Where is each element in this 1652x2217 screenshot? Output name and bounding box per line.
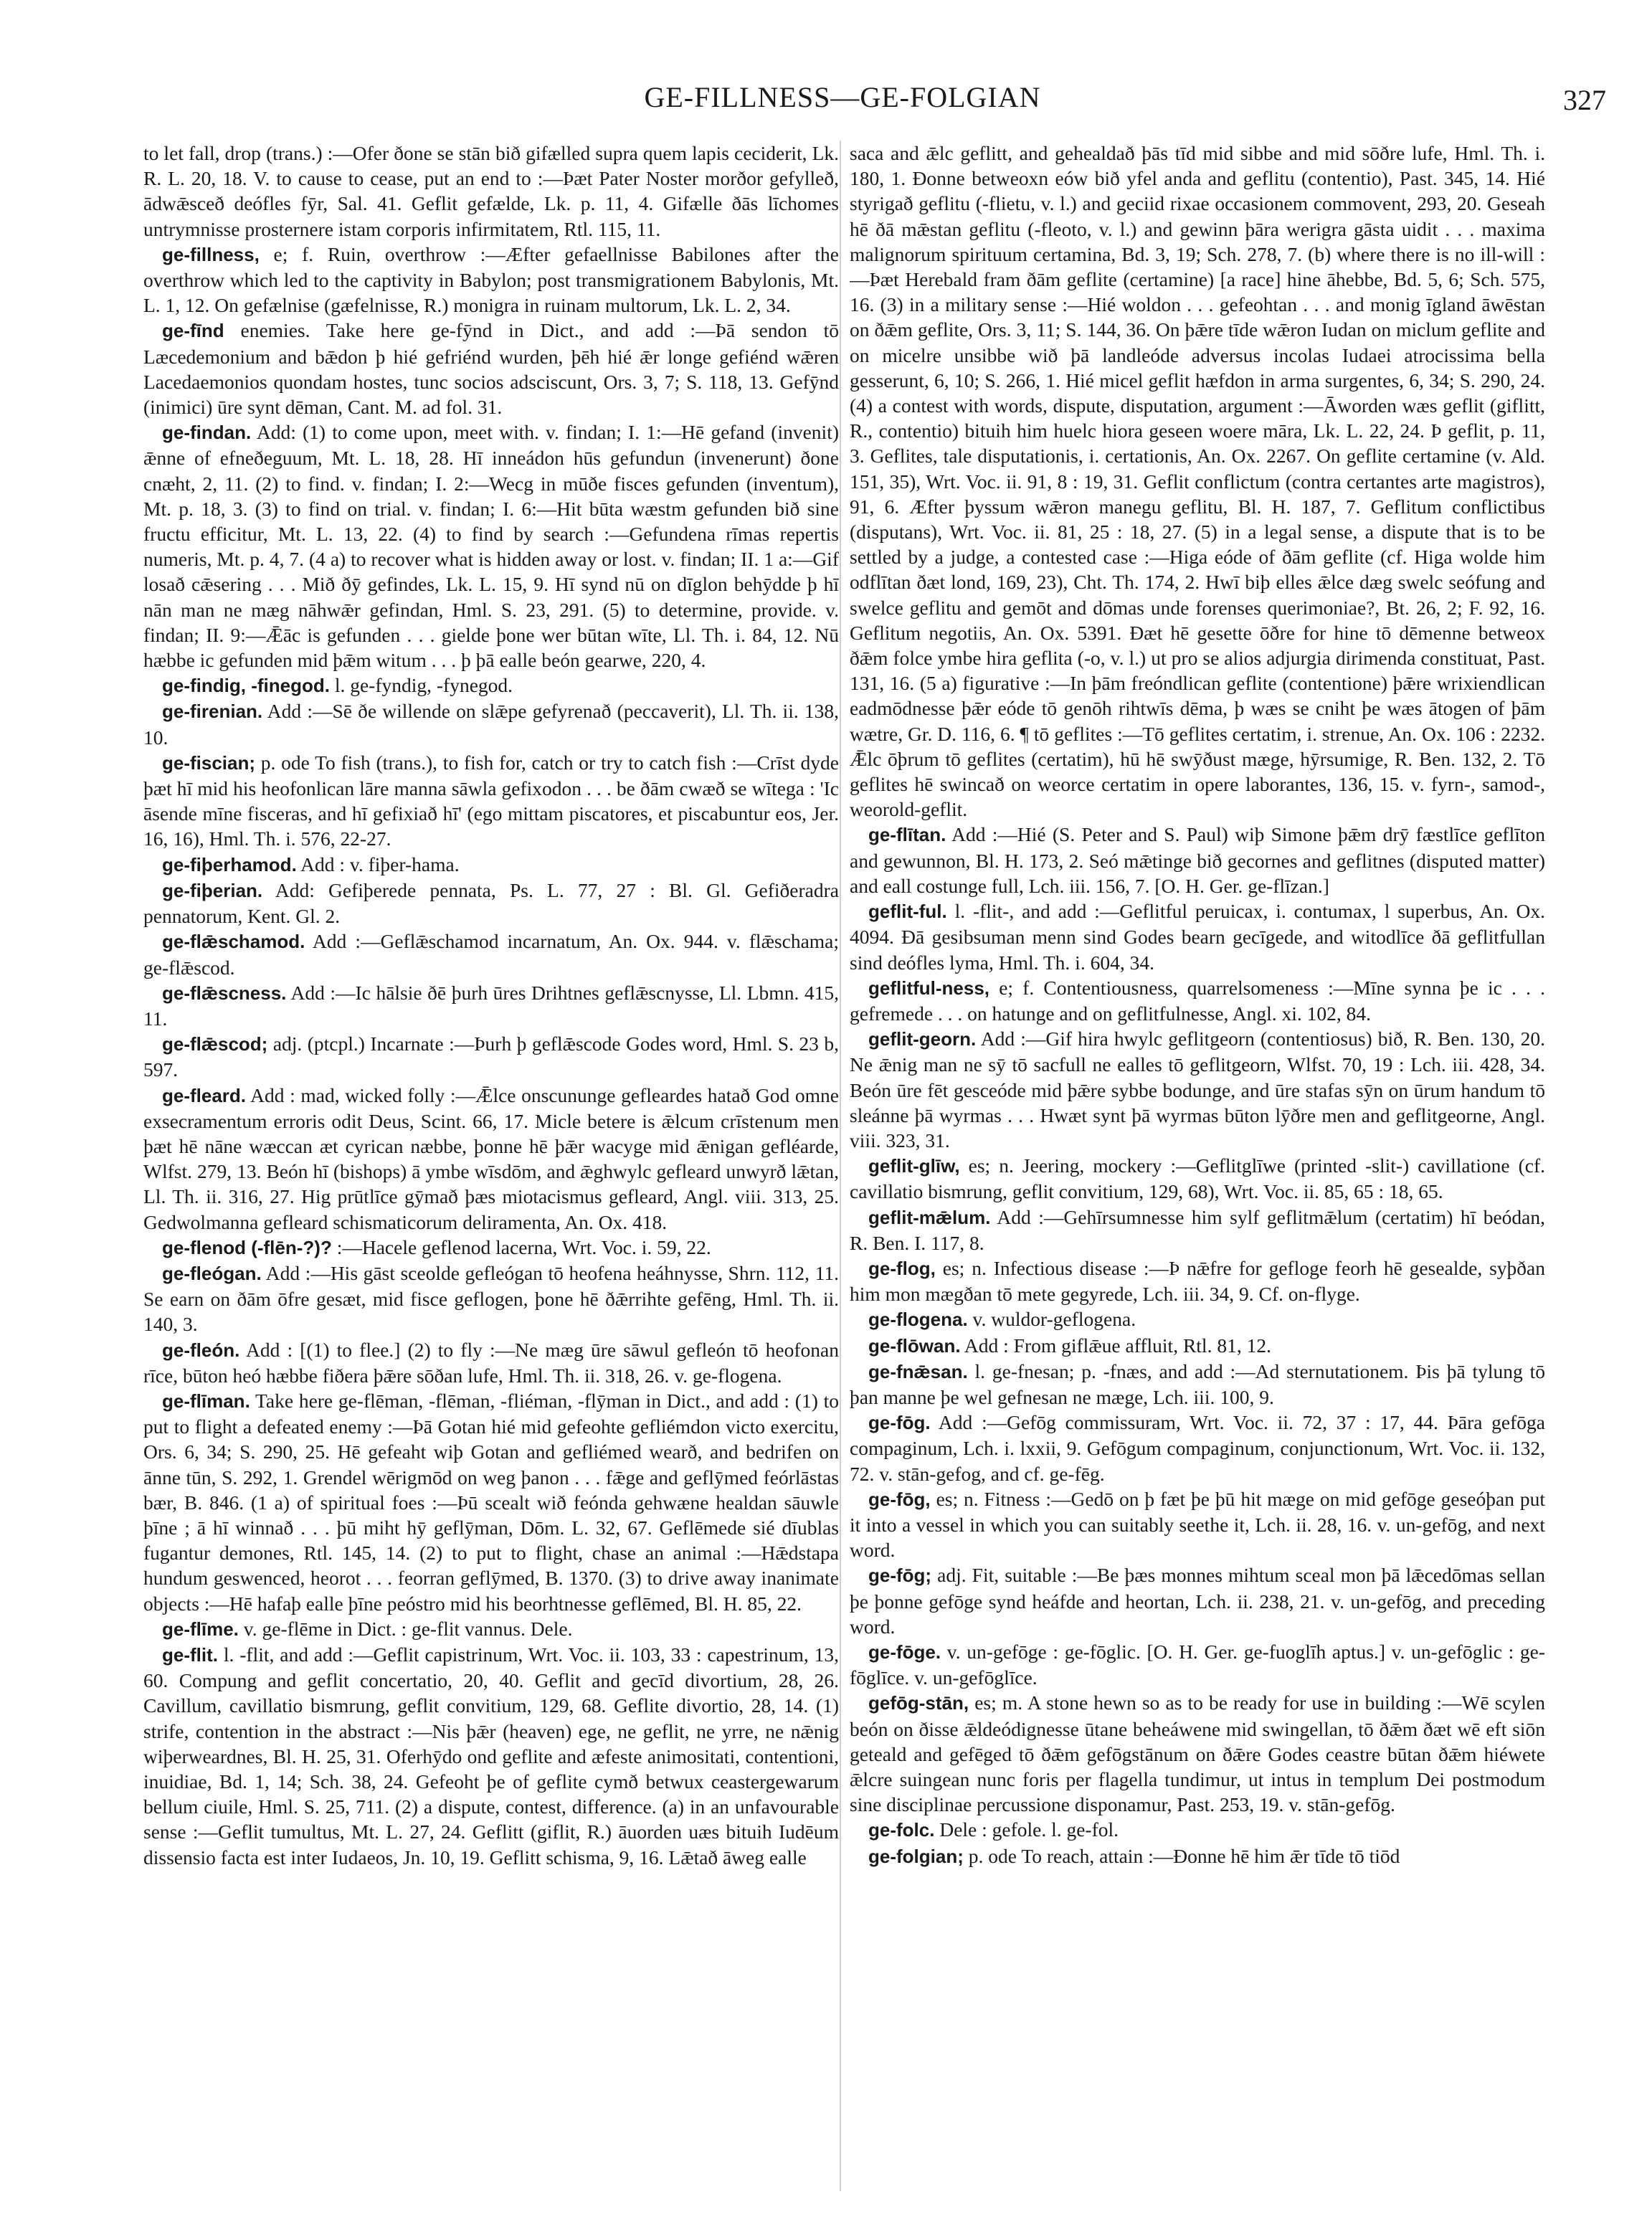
headword: ge-fōg. (868, 1412, 931, 1434)
right-column (850, 141, 1545, 2206)
entry-text: Add: (1) to come upon, meet with. v. findan; I. 1:—Hē gefand (invenit) ǣnne of efneðeguum, Mt. L. 18, 28. Hī inneádon hūs gefundun (invenerunt) ðone cnæht, 2, 11. (2) to find. v. findan; I. 2:—Wecg in mūðe fisces gefunden (inventum), Mt. p. 18, 3. (3) to find on trial. v. findan; I. 6:—Hit būta wæstm gefunden bið sine fructu efficitur, Mt. L. 13, 22. (4) to find by search :—Gefundena rīmas repertis numeris, Mt. p. 4, 7. (4 a) to recover what is hidden away or lost. v. findan; II. 1 a:—Gif losað cǣsering . . . Mið ðȳ gefindes, Lk. L. 15, 9. Hī synd nū on dīglon behȳdde þ hī nān man ne mæg nāhwǣr gefindan, Hml. S. 23, 291. (5) to determine, provide. v. findan; II. 9:—Ǣāc is gefunden . . . gielde þone wer būtan wīte, Ll. Th. i. 84, 12. Nū hæbbe ic gefunden mid þǣm witum . . . þ þā ealle beón gearwe, 220, 4. (143, 421, 839, 672)
dictionary-entry (143, 698, 839, 749)
dictionary-entry (143, 980, 839, 1031)
entry-text: v. un-gefōge : ge-fōglic. [O. H. Ger. ge-fuoglīh aptus.] v. un-gefōglic : ge-fōglīce. v. un-gefōglīce. (850, 1640, 1545, 1689)
entry-text: to let fall, drop (trans.) :—Ofer ðone se stān bið gifælled supra quem lapis ceciderit, Lk. R. L. 20, 18. V. to cause to cease, put an end to :—Þæt Pater Noster morðor gefylleð, ādwǣsceð deófles fȳr, Sal. 41. Geflit gefælde, Lk. p. 11, 4. Gifælle ðās līchomes untrymnisse prosternere istam corporis infirmitatem, Rtl. 115, 11. (143, 142, 839, 240)
entry-text: enemies. Take here ge-fȳnd in Dict., and add :—Þā sendon tō Læcedemonium and bǣdon þ hié gefriénd wurden, þēh hié ǣr longe gefiénd wǣren Lacedaemonios quondam hostes, tunc socios adsciscunt, Ors. 3, 7; S. 118, 13. Gefȳnd (inimici) ūre synt dēman, Cant. M. ad fol. 31. (143, 319, 839, 419)
headword: ge-flogena. (868, 1309, 968, 1331)
entry-text: Add : mad, wicked folly :—Ǣlce onscununge gefleardes hatað God omne exsecramentum erroris odit Deus, Scint. 66, 17. Micle betere is ǣlcum crīstenum men þæt hē nāne wæccan æt cyrican næbbe, þonne hē þǣr wacyge mid ǣnigan gefléarde, Wlfst. 279, 13. Beón hī (bishops) ā ymbe wīsdōm, and ǣghwylc gefleard unwyrð lǣtan, Ll. Th. ii. 316, 27. Hig prūtlīce gȳmað þæs miotacismus gefleard, Angl. viii. 313, 25. Gedwolmanna gefleard schismaticorum deliramenta, An. Ox. 418. (143, 1083, 839, 1233)
entry-text: p. ode To reach, attain :—Ðonne hē him ǣr tīde tō tiōd (968, 1844, 1400, 1867)
dictionary-entry (143, 1642, 839, 1870)
dictionary-entry (850, 1153, 1545, 1204)
dictionary-entry (850, 1333, 1545, 1359)
headword: ge-findig, -finegod. (162, 675, 330, 697)
entry-text: v. wuldor-geflogena. (972, 1308, 1136, 1331)
entry-text: Add :—Gif hira hwylc geflitgeorn (contentiosus) bið, R. Ben. 130, 20. Ne ǣnig man ne sȳ tō sacfull ne ealles tō geflitgeorn, Wlfst. 70, 19 : Lch. iii. 428, 34. Beón ūre fēt gesceóde mid þǣre sybbe bodunge, and ūre stafas sȳn on ūrum handum tō sleánne þā wyrmas . . . Hwæt synt þā wyrmas būton lȳðre men and geflitgeorne, Angl. viii. 323, 31. (850, 1027, 1545, 1152)
dictionary-entry (143, 1031, 839, 1082)
dictionary-entry (850, 975, 1545, 1026)
dictionary-entry (850, 1359, 1545, 1410)
entry-text: Add : From giflǣue affluit, Rtl. 81, 12. (964, 1334, 1271, 1357)
dictionary-entry (850, 1562, 1545, 1639)
entry-text: Dele : gefole. l. ge-fol. (939, 1818, 1119, 1841)
dictionary-entry (143, 419, 839, 673)
headword: ge-flǣschamod. (162, 931, 305, 953)
dictionary-entry (143, 1337, 839, 1388)
headword: ge-firenian. (162, 701, 263, 723)
dictionary-entry (143, 318, 839, 419)
dictionary-entry (850, 1410, 1545, 1486)
headword: ge-folc. (868, 1819, 935, 1841)
dictionary-entry (850, 1690, 1545, 1817)
entry-text: v. ge-flēme in Dict. : ge-flit vannus. Dele. (243, 1617, 573, 1640)
headword: ge-fīnd (162, 320, 224, 342)
entry-text: l. -flit-, and add :—Geflitful peruicax, i. contumax, l superbus, An. Ox. 4094. Ðā gesibsuman menn sind Godes bearn gecīgede, and witodlīce ðā geflitfullan sind deófles lyma, Hml. Th. i. 604, 34. (850, 900, 1545, 974)
headword: ge-fleard. (162, 1084, 247, 1106)
running-head: GE-FILLNESS—GE-FOLGIAN (644, 81, 1041, 113)
entry-text: adj. Fit, suitable :—Be þæs monnes mihtum sceal mon þā lǣcedōmas sellan þe þonne gefōge synd heáfde and heortan, Lch. ii. 238, 21. v. un-gefōg, and preceding word. (850, 1564, 1545, 1638)
dictionary-entry (143, 1388, 839, 1616)
dictionary-entry (143, 1261, 839, 1337)
entry-text: p. ode To fish (trans.), to fish for, catch or try to catch fish :—Crīst dyde þæt hī mid his heofonlican lāre manna sāwla gefixodon . . . be ðām cwæð se wītega : 'Ic āsende mīne fisceras, and hī gefixiað hī' (ego mittam piscatores, et piscabuntur eos, Jer. 16, 16), Hml. Th. i. 576, 22-27. (143, 751, 839, 850)
headword: geflit-mǣlum. (868, 1206, 991, 1228)
entry-text: adj. (ptcpl.) Incarnate :—Þurh þ geflǣscode Godes word, Hml. S. 23 b, 597. (143, 1032, 839, 1081)
entry-text: l. ge-fnesan; p. -fnæs, and add :—Ad sternutationem. Þis þā tylung tō þan manne þe wel gefnesan ne mæge, Lch. iii. 100, 9. (850, 1359, 1545, 1408)
entry-text: :—Hacele geflenod lacerna, Wrt. Voc. i. 59, 22. (336, 1235, 711, 1258)
entry-text: Take here ge-flēman, -flēman, -fliéman, -flȳman in Dict., and add : (1) to put to flight a defeated enemy :—Þā Gotan hié mid gefeohte gefliémdon victo exercitu, Ors. 6, 34; S. 290, 25. Hē gefeaht wiþ Gotan and gefliémed wearð, and bedrifen on ānne tūn, S. 292, 1. Grendel wērigmōd on weg þanon . . . fǣge and geflȳmed feórlāstas bær, B. 846. (1 a) of spiritual foes :—Þū scealt wið feónda gehwæne healdan sāuwle þīne ; ā hī winnað . . . þū miht hȳ geflȳman, Dōm. L. 32, 67. Geflēmede sié dīublas fugantur demones, Rtl. 145, 14. (2) to put to flight, chase an animal :—Hǣdstapa hundum geswenced, heorot . . . feorran geflȳmed, B. 1370. (3) to drive away inanimate objects :—Hē hafaþ ealle þīne peóstro mid his beorhtnesse geflēmed, Bl. H. 85, 22. (143, 1389, 839, 1615)
entry-text: es; n. Infectious disease :—Þ nǣfre for gefloge feorh hē gesealde, syþðan him mon mægðan tō mete gegyrede, Lch. iii. 34, 9. Cf. on-flyge. (850, 1256, 1545, 1306)
left-column (143, 141, 839, 2206)
dictionary-entry (850, 1255, 1545, 1306)
dictionary-entry (143, 750, 839, 852)
entry-text: Add: Gefiþerede pennata, Ps. L. 77, 27 : Bl. Gl. Gefiðeradra pennatorum, Kent. Gl. 2. (143, 878, 839, 928)
headword: ge-flog, (868, 1257, 936, 1279)
entry-text: Add :—Gehīrsumnesse him sylf geflitmǣlum (certatim) hī beódan, R. Ben. I. 117, 8. (850, 1205, 1545, 1254)
dictionary-entry (143, 242, 839, 318)
dictionary-entry (143, 878, 839, 929)
headword: ge-flǣscness. (162, 982, 287, 1004)
headword: ge-fillness, (162, 243, 260, 265)
entry-text: Add :—Sē ðe willende on slǣpe gefyrenað (peccaverit), Ll. Th. ii. 138, 10. (143, 700, 839, 749)
headword: ge-fiþerhamod. (162, 853, 297, 875)
headword: ge-folgian; (868, 1845, 964, 1867)
headword: ge-flītan. (868, 824, 946, 846)
dictionary-entry (850, 822, 1545, 898)
dictionary-entry (850, 1639, 1545, 1690)
entry-text: Add :—Geflǣschamod incarnatum, An. Ox. 944. v. flǣschama; ge-flǣscod. (143, 930, 839, 979)
entry-continuation (850, 141, 1545, 822)
page-header (79, 80, 1606, 123)
headword: ge-fiscian; (162, 751, 256, 774)
headword: ge-flīme. (162, 1618, 239, 1640)
entry-text: Add :—Hié (S. Peter and S. Paul) wiþ Simone þǣm drȳ fæstlīce geflīton and gewunnon, Bl. H. 173, 2. Seó mǣtinge bið gecornes and geflitnes (disputed matter) and eall costunge full, Lch. iii. 156, 7. [O. H. Ger. ge-flīzan.] (850, 823, 1545, 897)
entry-continuation (143, 141, 839, 242)
dictionary-entry (143, 1083, 839, 1235)
dictionary-entry (143, 673, 839, 698)
dictionary-entry (850, 1486, 1545, 1563)
page-number: 327 (1563, 84, 1606, 116)
headword: ge-fōg; (868, 1565, 932, 1587)
entry-text: e; f. Ruin, overthrow :—Æfter gefaellnisse Babilones after the overthrow which led to the captivity in Babylon; post transmigrationem Babylonis, Mt. L. 1, 12. On gefælnise (gæfelnisse, R.) monigra in ruinam multorum, Lk. L. 2, 34. (143, 242, 839, 317)
headword: ge-fōg, (868, 1488, 931, 1510)
entry-text: Add :—Ic hālsie ðē þurh ūres Drihtnes geflǣscnysse, Ll. Lbmn. 415, 11. (143, 981, 839, 1030)
headword: ge-fnǣsan. (868, 1360, 968, 1382)
column-divider (840, 141, 841, 2191)
headword: geflit-ful. (868, 901, 947, 923)
headword: ge-fōge. (868, 1641, 941, 1663)
dictionary-entry (850, 1026, 1545, 1153)
headword: geflit-georn. (868, 1028, 977, 1050)
entry-text: Add : [(1) to flee.] (2) to fly :—Ne mæg ūre sāwul gefleón tō heofonan rīce, būton heó hæbbe fiðera þǣre sōðan lufe, Hml. Th. ii. 318, 26. v. ge-flogena. (143, 1338, 839, 1387)
dictionary-entry (850, 1843, 1545, 1869)
headword: ge-fiþerian. (162, 879, 263, 901)
headword: ge-flenod (-flēn-?)? (162, 1236, 332, 1258)
headword: ge-flǣscod; (162, 1033, 268, 1055)
dictionary-entry (143, 1235, 839, 1261)
headword: ge-findan. (162, 422, 252, 444)
dictionary-entry (850, 1817, 1545, 1843)
headword: ge-fleón. (162, 1339, 240, 1361)
entry-text: es; n. Fitness :—Gedō on þ fæt þe þū hit mæge on mid gefōge geseóþan put it into a vessel in which you can suitably seethe it, Lch. ii. 28, 16. v. un-gefōg, and next word. (850, 1487, 1545, 1562)
entry-text: es; m. A stone hewn so as to be ready for use in building :—Wē scylen beón on ðisse ǣldeódignesse ūtane beheáwene mid swingellan, tō ðǣm ðæt wē eft siōn geteald and gefēged tō ðǣm gefōgstānum on ðǣre Godes ceastre būtan ðǣm hiéwete ǣlcre suingean nunc foris per flagella tundimur, ut intus in templum Dei postmodum sine disciplinae percussione disponamur, Past. 253, 19. v. stān-gefōg. (850, 1691, 1545, 1816)
dictionary-entry (850, 1205, 1545, 1255)
entry-text: es; n. Jeering, mockery :—Geflitglīwe (printed -slit-) cavillatione (cf. cavillatio bismrung, geflit convitium, 129, 68), Wrt. Voc. ii. 85, 65 : 18, 65. (850, 1154, 1545, 1203)
entry-text: l. ge-fyndig, -fynegod. (334, 674, 513, 697)
headword: geflit-glīw, (868, 1155, 960, 1177)
headword: ge-flōwan. (868, 1334, 961, 1357)
entry-text: Add :—Gefōg commissuram, Wrt. Voc. ii. 72, 37 : 17, 44. Þāra gefōga compaginum, Lch. i. lxxii, 9. Gefōgum compaginum, conjunctionum, Wrt. Voc. ii. 132, 72. v. stān-gefog, and cf. ge-fēg. (850, 1411, 1545, 1485)
dictionary-entry (850, 898, 1545, 975)
dictionary-entry (143, 1616, 839, 1642)
headword: ge-flīman. (162, 1390, 250, 1412)
entry-text: Add : v. fiþer-hama. (300, 853, 460, 875)
headword: gefōg-stān, (868, 1692, 969, 1714)
entry-text: Add :—His gāst sceolde gefleógan tō heofena heáhnysse, Shrn. 112, 11. Se earn on ðām ōfre gesæt, mid fisce geflogen, þone hē ðǣrrihte gefēng, Hml. Th. ii. 140, 3. (143, 1261, 839, 1336)
entry-text: saca and ǣlc geflitt, and gehealdað þās tīd mid sibbe and mid sōðre lufe, Hml. Th. i. 180, 1. Ðonne betweoxn eów bið yfel anda and geflitu (contentio), Past. 345, 14. Hié styrigað geflitu (-flietu, v. l.) and geciid rixae occasionem commovent, 293, 20. Geseah hē ðā mǣstan geflitu (-fleoto, v. l.) and gewinn þāra werigra gāsta uidit . . . maxima malignorum spirituum certamina, Bd. 3, 19; Sch. 278, 7. (b) where there is no ill-will :—Þæt Herebald fram ðām geflite (certamine) [a race] hine āhebbe, Bd. 5, 6; Sch. 575, 16. (3) in a military sense :—Hié woldon . . . gefeohtan . . . and monig īgland āwēstan on ðǣm geflite, Ors. 3, 11; S. 144, 36. On þǣre tīde wǣron Iudan on miclum geflite and on micelre unsibbe wið þā landleóde adversus incolas Iudaei atrocissima bella gesserunt, 6, 10; S. 266, 1. Hié micel geflit hæfdon in arma surgentes, 6, 34; S. 290, 24. (4) a contest with words, dispute, disputation, argument :—Āworden wæs geflit (giflitt, R., contentio) bituih him huelc hiora geseen woere māra, Lk. L. 22, 24. Þ geflit, p. 11, 3. Geflites, tale disputationis, i. certationis, An. Ox. 2267. On geflite certamine (v. Ald. 151, 35), Wrt. Voc. ii. 91, 8 : 19, 31. Geflit conflictum (contra certantes arte magistros), 91, 6. Æfter þyssum wǣron manegu geflitu, Bl. H. 187, 7. Geflitum conflictibus (disputans), Wrt. Voc. ii. 81, 25 : 18, 27. (5) in a legal sense, a dispute that is to be settled by a judge, a contested case :—Higa eóde of ðām geflite (cf. Higa wolde him odflītan ðæt lond, 169, 23), Cht. Th. 174, 2. Hwī biþ elles ǣlce dæg swelc seófung and swelce geflitu and gemōt and dōmas unde forenses querimoniae?, Bt. 26, 2; F. 92, 16. Geflitum negotiis, An. Ox. 5391. Ðæt hē gesette ōðre for hine tō dēmenne betweox ðǣm folce ymbe hira geflita (-o, v. l.) ut pro se alios adjurgia dirimenda constituat, Past. 131, 16. (5 a) figurative :—In þām freóndlican geflite (contentione) þǣre wrixiendlican eadmōdnesse þǣr eóde tō genōh rihtwīs dēma, þ wæs se cniht þe wæs ātogen of þām wætre, Gr. D. 116, 6. ¶ tō geflites :—Tō geflites certatim, i. strenue, An. Ox. 106 : 2232. Ǣlc ōþrum tō geflites (certatim), hū hē swȳðust mæge, hȳrsumige, R. Ben. 132, 2. Tō geflites hē swincað on weorce certatim in opere laborantes, 136, 15. v. fyrn-, samod-, weorold-geflit. (850, 142, 1545, 821)
headword: geflitful-ness, (868, 977, 990, 999)
dictionary-entry (143, 929, 839, 979)
dictionary-entry (850, 1306, 1545, 1332)
headword: ge-flit. (162, 1643, 218, 1666)
entry-text: e; f. Contentiousness, quarrelsomeness :—Mīne synna þe ic . . . gefremede . . . on hatunge and on geflitfulnesse, Angl. xi. 102, 84. (850, 976, 1545, 1025)
entry-text: l. -flit, and add :—Geflit capistrinum, Wrt. Voc. ii. 103, 33 : capestrinum, 13, 60. Compung and geflit concertatio, 20, 40. Geflit and gecīd divortium, 28, 26. Cavillum, cavillatio bismrung, geflit convitium, 129, 68. Geflite divortio, 28, 14. (1) strife, contention in the abstract :—Nis þǣr (heaven) ege, ne geflit, ne yrre, ne nǣnig wiþerweardnes, Bl. H. 25, 31. Oferhȳdo ond geflite and æfeste animositati, contentioni, inuidiae, Bd. 1, 14; Sch. 38, 24. Gefeoht þe of geflite cymð betwux ceastergewarum bellum ciuile, Hml. S. 25, 711. (2) a dispute, contest, difference. (a) in an unfavourable sense :—Geflit tumultus, Mt. L. 27, 24. Geflitt (giflit, R.) āuorden uæs bituih Iudēum dissensio facta est inter Iudaeos, Jn. 10, 19. Geflitt schisma, 9, 16. Lǣtað āweg ealle (143, 1643, 839, 1869)
headword: ge-fleógan. (162, 1262, 262, 1284)
dictionary-entry (143, 852, 839, 878)
